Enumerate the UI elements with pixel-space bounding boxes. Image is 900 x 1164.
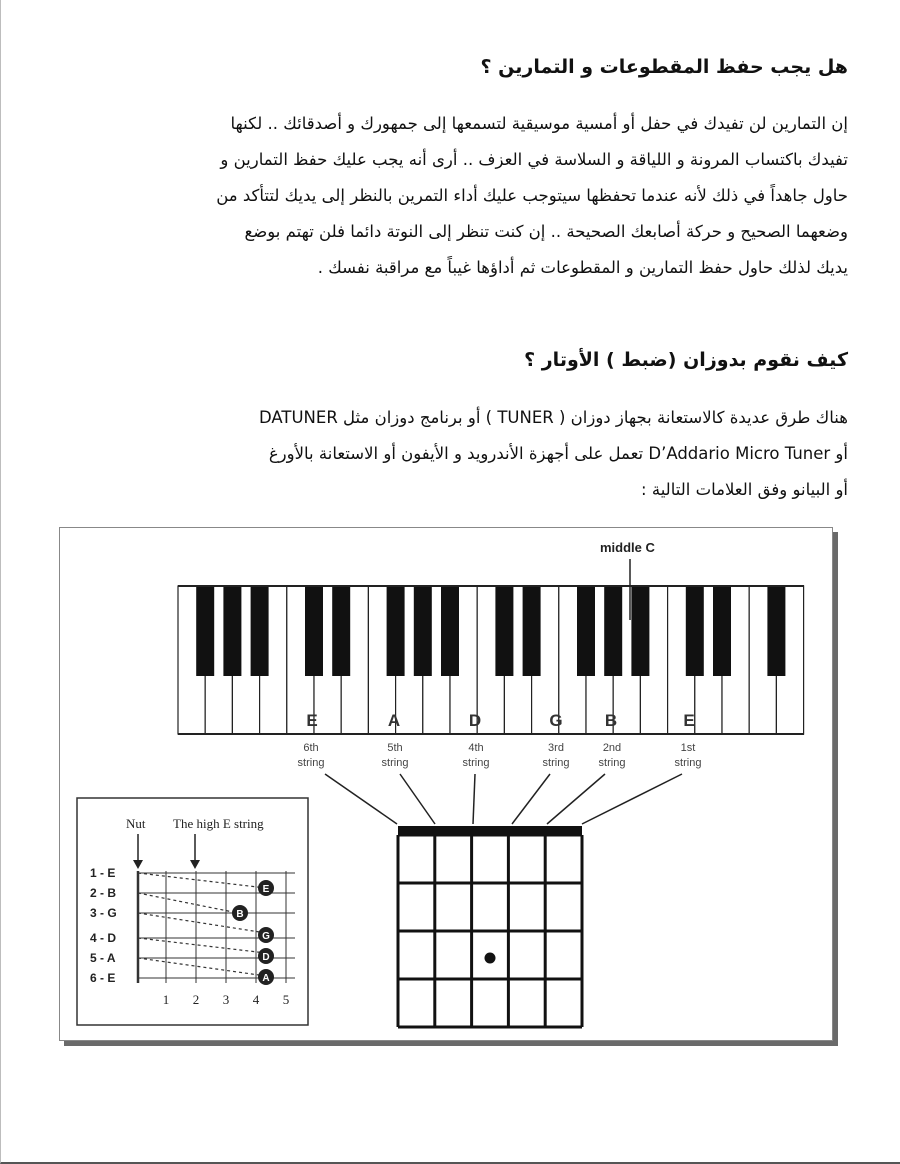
inset-string-label: 5 - A — [90, 951, 116, 965]
string-word-label: string — [462, 757, 490, 769]
string-number-label: 1st — [680, 742, 696, 754]
string-word-label: string — [598, 757, 626, 769]
black-key — [196, 586, 214, 676]
fretboard-finger-dot — [485, 953, 496, 964]
inset-string-label: 3 - G — [90, 906, 117, 920]
middle-c-label: middle C — [600, 540, 655, 555]
black-key — [604, 586, 622, 676]
fret-number: 4 — [252, 992, 260, 1007]
key-note-e-high: E — [683, 711, 695, 730]
key-note-d: D — [468, 711, 482, 730]
black-key — [495, 586, 513, 676]
fret-number: 2 — [192, 992, 200, 1007]
string-word-label: string — [674, 757, 702, 769]
connector-line — [400, 774, 435, 824]
black-key — [767, 586, 785, 676]
piano-keyboard — [178, 586, 804, 734]
nut-label: Nut — [126, 816, 146, 831]
fret-number: 3 — [222, 992, 230, 1007]
fretboard-grid — [398, 835, 582, 1027]
inset-string-label: 2 - B — [90, 886, 117, 900]
black-key — [251, 586, 269, 676]
string-number-label: 2nd — [602, 742, 622, 754]
black-key — [305, 586, 323, 676]
key-note-g: G — [549, 711, 563, 730]
key-note-e-low: E — [306, 711, 318, 730]
black-key — [577, 586, 595, 676]
inset-marker: B — [236, 909, 244, 920]
black-key — [387, 586, 405, 676]
black-key — [631, 586, 649, 676]
string-word-label: string — [381, 757, 409, 769]
paragraph-memorize — [54, 106, 848, 286]
string-number-label: 5th — [387, 742, 403, 754]
tuning-figure — [59, 527, 833, 1041]
paragraph-line: يديك لذلك حاول حفظ التمارين و المقطوعات ثم أداؤها غيباً مع مراقبة نفسك . — [317, 258, 848, 277]
paragraph-line: إن التمارين لن تفيدك في حفل أو أمسية موسيقية لتسمعها إلى جمهورك و أصدقائك .. لكنها — [230, 114, 848, 133]
black-key — [686, 586, 704, 676]
inset-marker: E — [262, 884, 270, 895]
paragraph-line: وضعهما الصحيح و حركة أصابعك الصحيحة .. إن كنت تنظر إلى النوتة دائما فلن تهتم بوضع — [244, 222, 848, 241]
paragraph-tuning — [54, 400, 848, 508]
inset-string-label: 1 - E — [90, 866, 116, 880]
paragraph-line: أو D’Addario Micro Tuner تعمل على أجهزة الأندرويد و الأيفون أو الاستعانة بالأورغ — [268, 444, 848, 463]
paragraph-line: أو البيانو وفق العلامات التالية : — [641, 480, 848, 499]
black-key — [414, 586, 432, 676]
string-number-label: 3rd — [548, 742, 564, 754]
high-e-label: The high E string — [173, 816, 264, 831]
fret-number: 5 — [282, 992, 290, 1007]
paragraph-line: تفيدك باكتساب المرونة و اللياقة و السلاسة في العزف .. أرى أنه يجب عليك حفظ التمارين و — [220, 150, 848, 169]
section-heading-memorize: هل يجب حفظ المقطوعات و التمارين ؟ — [480, 56, 848, 78]
string-labels — [298, 742, 702, 769]
black-key — [523, 586, 541, 676]
fret-number: 1 — [162, 992, 170, 1007]
connector-line — [325, 774, 397, 824]
section-heading-tuning: كيف نقوم بدوزان (ضبط ) الأوتار ؟ — [524, 349, 848, 371]
string-number-label: 4th — [468, 742, 484, 754]
fretboard-chart — [398, 826, 582, 1027]
key-note-a: A — [387, 711, 401, 730]
black-key — [441, 586, 459, 676]
string-word-label: string — [297, 757, 325, 769]
connector-line — [512, 774, 550, 824]
black-key — [223, 586, 241, 676]
connector-line — [473, 774, 475, 824]
neck-inset — [77, 798, 308, 1025]
string-connector-lines — [325, 774, 682, 824]
black-key — [332, 586, 350, 676]
inset-marker: D — [262, 952, 270, 963]
inset-string-label: 4 - D — [90, 931, 117, 945]
inset-string-label: 6 - E — [90, 971, 116, 985]
string-word-label: string — [542, 757, 570, 769]
string-number-label: 6th — [303, 742, 319, 754]
paragraph-line: حاول جاهداً في ذلك لأنه عندما تحفظها سيتوجب عليك أداء التمرين بالنظر إلى يديك لتتأكد من — [216, 186, 848, 205]
black-key — [713, 586, 731, 676]
inset-marker: G — [262, 931, 270, 942]
tuning-diagram — [60, 528, 832, 1040]
paragraph-line: هناك طرق عديدة كالاستعانة بجهاز دوزان ( TUNER ) أو برنامج دوزان مثل DATUNER — [258, 408, 848, 427]
inset-marker: A — [262, 973, 270, 984]
key-note-b: B — [604, 711, 618, 730]
